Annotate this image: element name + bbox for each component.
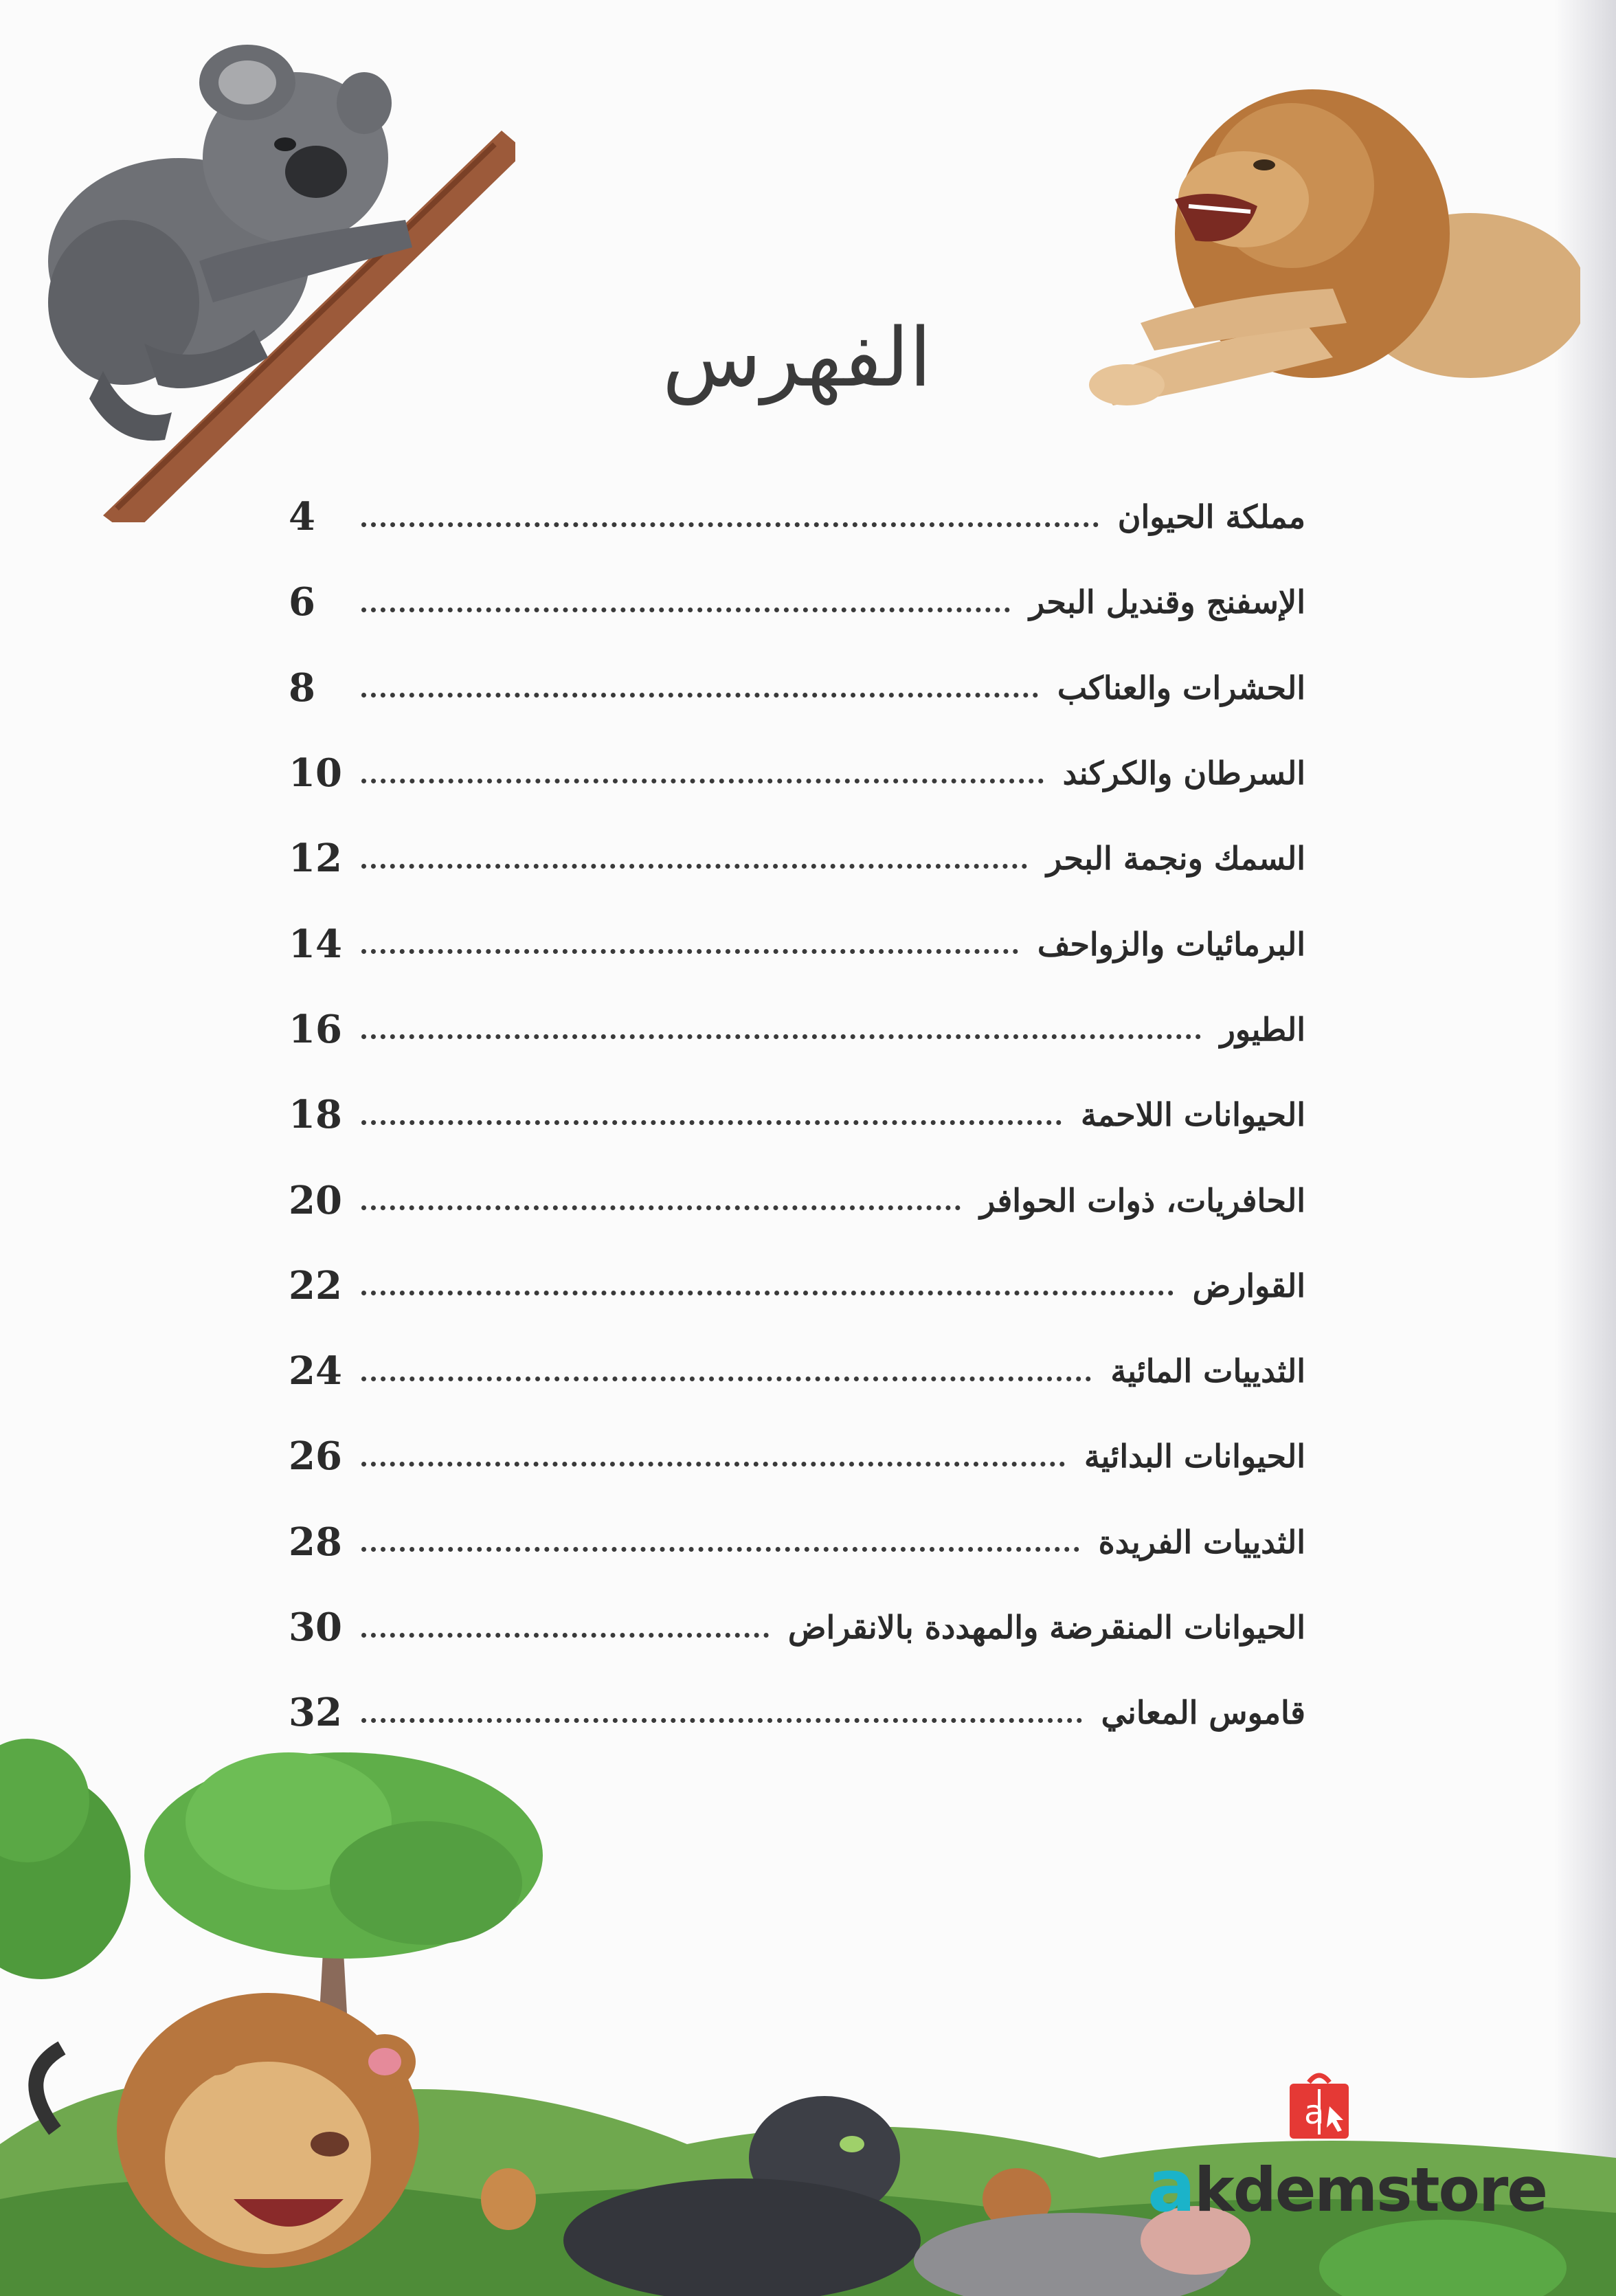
toc-entry-title: القوارض	[1192, 1267, 1305, 1304]
logo-letter-a: a	[1147, 2144, 1195, 2228]
toc-entry	[289, 645, 1305, 731]
toc-entry	[289, 987, 1305, 1072]
toc-leader-dots	[361, 1034, 1201, 1039]
toc-entry	[289, 1072, 1305, 1157]
toc-entry-title: الثدييات الفريدة	[1098, 1523, 1305, 1561]
toc-leader-dots	[361, 1633, 769, 1638]
toc-entry-title: الحشرات والعناكب	[1057, 669, 1305, 706]
toc-leader-dots	[361, 1547, 1079, 1552]
toc-leader-dots	[361, 949, 1018, 954]
toc-leader-dots	[361, 1205, 961, 1210]
toc-leader-dots	[361, 608, 1010, 612]
toc-entry	[289, 1157, 1305, 1242]
toc-entry-title: مملكة الحيوان	[1117, 498, 1305, 536]
toc-leader-dots	[361, 1462, 1065, 1467]
toc-entry	[289, 816, 1305, 901]
toc-entry-page: 12	[289, 836, 342, 882]
toc-leader-dots	[361, 1291, 1174, 1295]
toc-entry-title: الحيوانات اللاحمة	[1081, 1096, 1305, 1134]
toc-entry-title: البرمائيات والزواحف	[1037, 925, 1305, 963]
toc-entry-page: 6	[289, 579, 315, 625]
toc-entry-page: 10	[289, 750, 342, 796]
toc-entry-page: 4	[289, 494, 315, 540]
toc-entry-page: 18	[289, 1092, 342, 1138]
logo-book-icon	[1281, 2069, 1357, 2144]
toc-leader-dots	[361, 779, 1044, 783]
toc-entry-title: الحيوانات البدائية	[1084, 1438, 1305, 1475]
toc-entry-page: 30	[289, 1605, 342, 1650]
toc-entry-page: 20	[289, 1177, 342, 1223]
toc-entry	[289, 1328, 1305, 1414]
toc-entry-title: الحيوانات المنقرضة والمهددة بالانقراض	[787, 1609, 1305, 1646]
toc-entry-page: 32	[289, 1690, 342, 1736]
toc-leader-dots	[361, 864, 1027, 869]
toc-entry-title: الطيور	[1220, 1010, 1305, 1048]
toc-leader-dots	[361, 1120, 1062, 1125]
toc-entry-title: الإسفنج وقنديل البحر	[1029, 583, 1305, 621]
toc-entry-title: السمك ونجمة البحر	[1046, 840, 1305, 878]
toc-entry-page: 28	[289, 1519, 342, 1565]
logo-wordmark: kdemstore	[1194, 2154, 1547, 2225]
toc-entry-page: 22	[289, 1262, 342, 1308]
toc-entry-title: قاموس المعاني	[1101, 1694, 1305, 1732]
toc-entry	[289, 731, 1305, 816]
toc-entry	[289, 1243, 1305, 1328]
toc-leader-dots	[361, 522, 1099, 527]
toc-entry-page: 26	[289, 1434, 342, 1480]
lion-illustration	[1086, 62, 1580, 419]
toc-entry-title: السرطان والكركند	[1062, 755, 1305, 792]
toc-entry	[289, 474, 1305, 559]
toc-entry-page: 24	[289, 1348, 342, 1394]
toc-entry	[289, 901, 1305, 986]
toc-entry-page: 14	[289, 921, 342, 967]
page-title: الفهرس	[662, 310, 932, 405]
toc-entry	[289, 1414, 1305, 1499]
toc-entry-page: 16	[289, 1006, 342, 1052]
toc-leader-dots	[361, 693, 1038, 698]
toc-entry	[289, 1585, 1305, 1670]
logo-text	[1147, 2144, 1547, 2228]
toc-entry	[289, 559, 1305, 645]
toc-entry	[289, 1500, 1305, 1585]
toc-entry-title: الحافريات، ذوات الحوافر	[979, 1181, 1305, 1219]
toc-entry-title: الثدييات المائية	[1110, 1352, 1305, 1390]
akdemstore-logo	[1141, 2062, 1547, 2228]
logo-icon-letter: a	[1304, 2093, 1325, 2132]
table-of-contents	[289, 474, 1305, 1755]
toc-entry-page: 8	[289, 665, 315, 711]
koala-illustration	[21, 14, 515, 522]
toc-leader-dots	[361, 1377, 1091, 1381]
